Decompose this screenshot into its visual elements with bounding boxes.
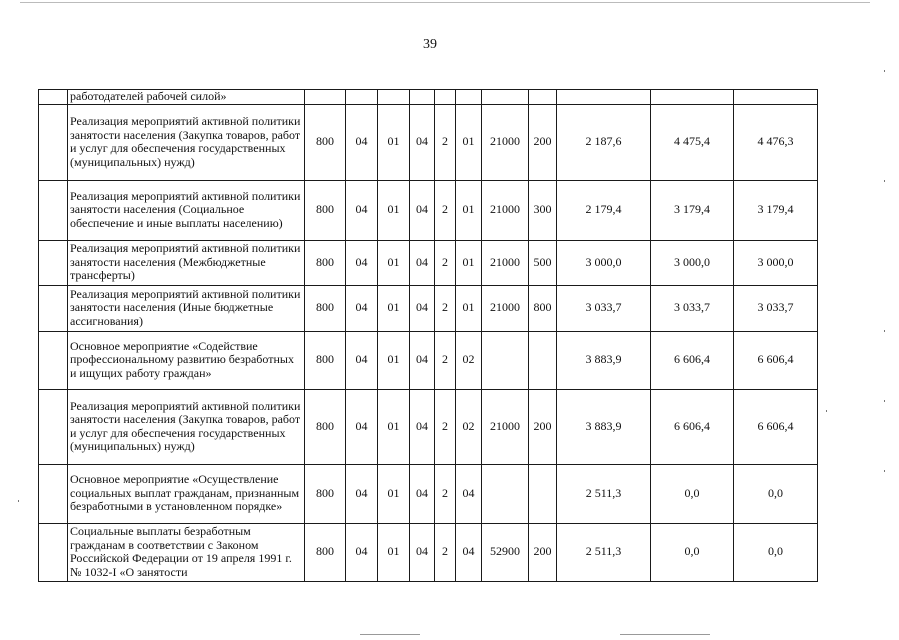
- row-blank-cell: [39, 389, 68, 464]
- row-cell-v3: 3 000,0: [734, 240, 818, 285]
- row-cell-c4: 04: [410, 104, 435, 180]
- row-cell-c7: 21000: [482, 104, 529, 180]
- row-blank-cell: [39, 464, 68, 523]
- row-cell-c5: 2: [435, 523, 456, 581]
- row-cell-v2: 0,0: [651, 464, 734, 523]
- row-cell-c1: [305, 90, 346, 105]
- scan-artifact-dot: [884, 180, 885, 182]
- row-cell-c4: 04: [410, 331, 435, 389]
- row-cell-c8: 200: [529, 523, 557, 581]
- row-cell-c2: 04: [346, 180, 378, 240]
- page-number: 39: [423, 37, 437, 52]
- row-cell-v1: 3 883,9: [557, 389, 651, 464]
- row-cell-c8: [529, 331, 557, 389]
- row-cell-c8: 300: [529, 180, 557, 240]
- row-cell-c2: 04: [346, 285, 378, 331]
- row-cell-c8: 500: [529, 240, 557, 285]
- row-blank-cell: [39, 240, 68, 285]
- row-cell-c5: 2: [435, 104, 456, 180]
- scan-artifact-dot: [884, 330, 885, 332]
- row-cell-c8: 800: [529, 285, 557, 331]
- row-cell-c5: [435, 90, 456, 105]
- scan-artifact-bottom-left: [360, 634, 420, 635]
- row-cell-c2: [346, 90, 378, 105]
- row-cell-c1: 800: [305, 464, 346, 523]
- row-cell-c2: 04: [346, 331, 378, 389]
- row-cell-c4: 04: [410, 389, 435, 464]
- row-cell-c8: [529, 464, 557, 523]
- table-row: [39, 240, 818, 285]
- row-cell-c3: 01: [378, 331, 410, 389]
- row-cell-c6: 01: [456, 180, 482, 240]
- row-cell-v2: [651, 90, 734, 105]
- row-cell-c7: [482, 331, 529, 389]
- row-name-cell: Реализация мероприятий активной политики занятости населения (Закупка товаров, работ и услуг для обеспечения государственных (муниципальных) нужд): [68, 104, 305, 180]
- row-cell-v1: 2 179,4: [557, 180, 651, 240]
- row-cell-v2: 3 000,0: [651, 240, 734, 285]
- scan-artifact-bottom-right: [620, 634, 710, 635]
- row-cell-c1: 800: [305, 180, 346, 240]
- row-cell-c2: 04: [346, 389, 378, 464]
- row-name-cell: работодателей рабочей силой»: [68, 90, 305, 105]
- row-cell-c4: 04: [410, 180, 435, 240]
- row-cell-v1: 2 511,3: [557, 464, 651, 523]
- row-cell-c8: [529, 90, 557, 105]
- row-blank-cell: [39, 180, 68, 240]
- table-row: [39, 331, 818, 389]
- row-cell-c1: 800: [305, 285, 346, 331]
- row-name-cell: Основное мероприятие «Осуществление социальных выплат гражданам, признанным безработными в установленном порядке»: [68, 464, 305, 523]
- table-row: [39, 104, 818, 180]
- row-cell-c8: 200: [529, 389, 557, 464]
- row-cell-c7: 21000: [482, 180, 529, 240]
- scan-artifact-dot: [18, 500, 19, 502]
- row-name-cell: Основное мероприятие «Содействие профессиональному развитию безработных и ищущих работу граждан»: [68, 331, 305, 389]
- row-cell-v3: 4 476,3: [734, 104, 818, 180]
- row-cell-c6: 01: [456, 240, 482, 285]
- row-cell-c3: 01: [378, 523, 410, 581]
- row-cell-c6: [456, 90, 482, 105]
- row-cell-c4: 04: [410, 523, 435, 581]
- row-cell-c1: 800: [305, 331, 346, 389]
- row-cell-v2: 3 033,7: [651, 285, 734, 331]
- row-cell-v1: 3 000,0: [557, 240, 651, 285]
- table-row: [39, 389, 818, 464]
- row-cell-c7: 21000: [482, 285, 529, 331]
- scan-artifact-dot: [884, 400, 885, 402]
- row-cell-c5: 2: [435, 285, 456, 331]
- row-cell-c3: [378, 90, 410, 105]
- row-cell-v2: 3 179,4: [651, 180, 734, 240]
- row-cell-v3: 3 033,7: [734, 285, 818, 331]
- row-cell-v1: 3 033,7: [557, 285, 651, 331]
- table-row: [39, 180, 818, 240]
- row-blank-cell: [39, 523, 68, 581]
- row-cell-c6: 02: [456, 331, 482, 389]
- row-cell-c5: 2: [435, 389, 456, 464]
- row-cell-c5: 2: [435, 240, 456, 285]
- row-cell-c1: 800: [305, 389, 346, 464]
- row-cell-c7: 52900: [482, 523, 529, 581]
- row-cell-c3: 01: [378, 180, 410, 240]
- budget-table-body: [39, 90, 818, 582]
- row-cell-c2: 04: [346, 240, 378, 285]
- row-cell-v2: 0,0: [651, 523, 734, 581]
- row-cell-c8: 200: [529, 104, 557, 180]
- row-cell-v1: 2 511,3: [557, 523, 651, 581]
- row-cell-c5: 2: [435, 180, 456, 240]
- table-row: [39, 90, 818, 105]
- row-name-cell: Реализация мероприятий активной политики занятости населения (Социальное обеспечение и иные выплаты населению): [68, 180, 305, 240]
- row-cell-c7: [482, 464, 529, 523]
- row-cell-c4: 04: [410, 240, 435, 285]
- row-cell-c3: 01: [378, 104, 410, 180]
- row-cell-c4: [410, 90, 435, 105]
- row-cell-c6: 04: [456, 464, 482, 523]
- row-cell-c2: 04: [346, 523, 378, 581]
- row-cell-c3: 01: [378, 285, 410, 331]
- row-cell-v1: [557, 90, 651, 105]
- row-cell-v3: [734, 90, 818, 105]
- scan-artifact-dot: [884, 470, 885, 472]
- row-cell-c2: 04: [346, 104, 378, 180]
- row-cell-c5: 2: [435, 464, 456, 523]
- row-blank-cell: [39, 90, 68, 105]
- scan-artifact-dot: [884, 70, 885, 72]
- budget-table: [38, 89, 818, 582]
- row-cell-v1: 3 883,9: [557, 331, 651, 389]
- row-cell-c4: 04: [410, 464, 435, 523]
- scan-artifact-dot: [826, 410, 827, 412]
- row-cell-c1: 800: [305, 104, 346, 180]
- row-cell-c1: 800: [305, 240, 346, 285]
- row-cell-v3: 0,0: [734, 523, 818, 581]
- row-cell-c4: 04: [410, 285, 435, 331]
- row-blank-cell: [39, 104, 68, 180]
- row-cell-v3: 0,0: [734, 464, 818, 523]
- row-cell-v3: 6 606,4: [734, 331, 818, 389]
- row-cell-v2: 4 475,4: [651, 104, 734, 180]
- row-cell-c7: 21000: [482, 389, 529, 464]
- row-cell-c2: 04: [346, 464, 378, 523]
- row-blank-cell: [39, 331, 68, 389]
- row-cell-c6: 02: [456, 389, 482, 464]
- row-cell-c1: 800: [305, 523, 346, 581]
- row-cell-c6: 04: [456, 523, 482, 581]
- row-cell-c6: 01: [456, 285, 482, 331]
- row-cell-c7: [482, 90, 529, 105]
- row-name-cell: Реализация мероприятий активной политики занятости населения (Закупка товаров, работ и услуг для обеспечения государственных (муниципальных) нужд): [68, 389, 305, 464]
- row-cell-v2: 6 606,4: [651, 389, 734, 464]
- row-cell-v2: 6 606,4: [651, 331, 734, 389]
- row-cell-c3: 01: [378, 464, 410, 523]
- table-row: [39, 523, 818, 581]
- row-cell-c6: 01: [456, 104, 482, 180]
- row-cell-c3: 01: [378, 240, 410, 285]
- row-cell-c5: 2: [435, 331, 456, 389]
- row-cell-c3: 01: [378, 389, 410, 464]
- scan-artifact-top: [20, 2, 870, 3]
- row-blank-cell: [39, 285, 68, 331]
- row-name-cell: Социальные выплаты безработным гражданам в соответствии с Законом Российской Федерации от 19 апреля 1991 г. № 1032-I «О занятости: [68, 523, 305, 581]
- row-cell-v1: 2 187,6: [557, 104, 651, 180]
- row-cell-v3: 3 179,4: [734, 180, 818, 240]
- table-row: [39, 285, 818, 331]
- row-name-cell: Реализация мероприятий активной политики занятости населения (Межбюджетные трансферты): [68, 240, 305, 285]
- table-row: [39, 464, 818, 523]
- row-name-cell: Реализация мероприятий активной политики занятости населения (Иные бюджетные ассигнования): [68, 285, 305, 331]
- row-cell-v3: 6 606,4: [734, 389, 818, 464]
- row-cell-c7: 21000: [482, 240, 529, 285]
